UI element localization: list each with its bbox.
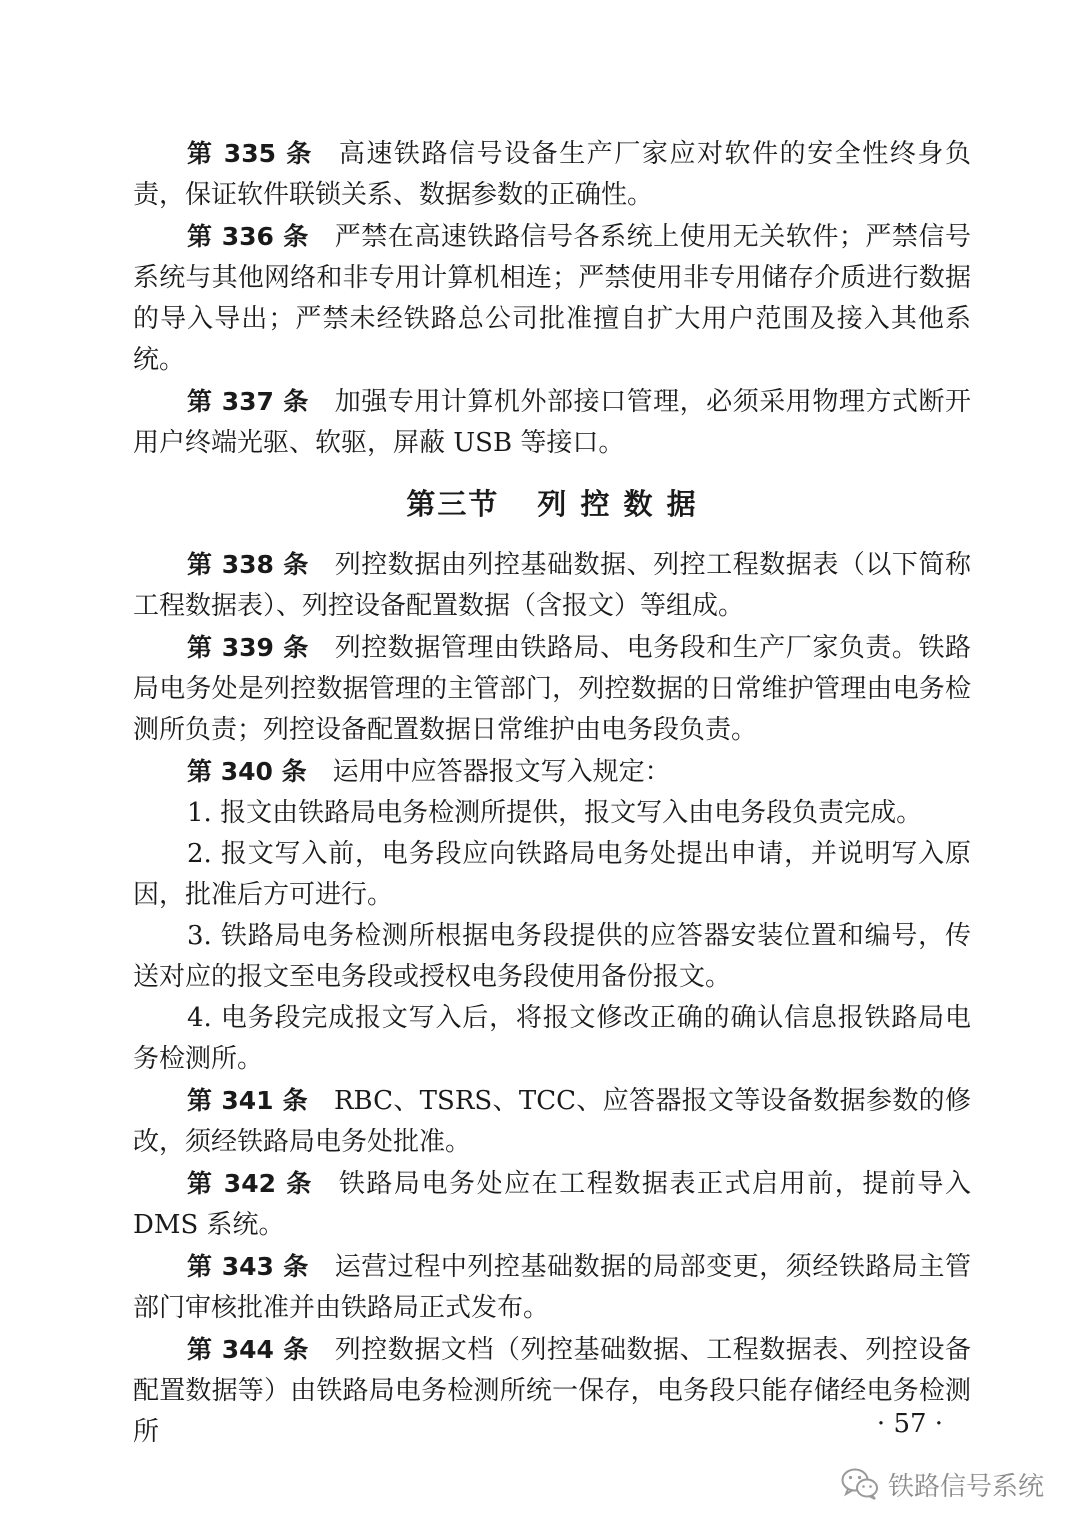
article-336 <box>133 216 971 381</box>
article-343 <box>133 1246 971 1329</box>
article-group-a <box>133 133 971 464</box>
watermark <box>840 1462 1044 1506</box>
article-group-b <box>133 544 971 1080</box>
article-340 <box>133 751 971 793</box>
list-item: 2. 报文写入前，电务段应向铁路局电务处提出申请，并说明写入原因，批准后方可进行。 <box>133 839 971 910</box>
watermark-text: 铁路信号系统 <box>888 1471 1045 1502</box>
wechat-icon <box>840 1466 880 1502</box>
article-text: 高速铁路信号设备生产厂家应对软件的安全性终身负责，保证软件联锁关系、数据参数的正确性。 <box>133 139 971 210</box>
document-page <box>133 133 971 1453</box>
article-number: 第 336 条 <box>187 222 309 251</box>
article-text: 运用中应答器报文写入规定： <box>332 757 671 787</box>
article-text: 铁路局电务处应在工程数据表正式启用前，提前导入 DMS 系统。 <box>133 1169 971 1240</box>
section-number: 第三节 <box>406 487 500 521</box>
article-335 <box>133 133 971 216</box>
article-341 <box>133 1080 971 1163</box>
article-text: 列控数据由列控基础数据、列控工程数据表（以下简称工程数据表）、列控设备配置数据（含报文）等组成。 <box>133 550 971 621</box>
article-number: 第 335 条 <box>187 139 313 168</box>
article-number: 第 342 条 <box>187 1169 313 1198</box>
article-number: 第 341 条 <box>187 1086 308 1115</box>
article-338 <box>133 544 971 627</box>
article-344 <box>133 1329 971 1453</box>
article-number: 第 337 条 <box>187 387 309 416</box>
article-number: 第 340 条 <box>187 757 307 786</box>
list-item: 4. 电务段完成报文写入后，将报文修改正确的确认信息报铁路局电务检测所。 <box>133 1003 971 1074</box>
article-number: 第 343 条 <box>187 1252 309 1281</box>
article-text: 列控数据管理由铁路局、电务段和生产厂家负责。铁路局电务处是列控数据管理的主管部门，列控数据的日常维护管理由电务检测所负责；列控设备配置数据日常维护由电务段负责。 <box>133 633 971 745</box>
article-339 <box>133 627 971 751</box>
article-number: 第 338 条 <box>187 550 309 579</box>
article-text: 严禁在高速铁路信号各系统上使用无关软件；严禁信号系统与其他网络和非专用计算机相连；严禁使用非专用储存介质进行数据的导入导出；严禁未经铁路总公司批准擅自扩大用户范围及接入其他系统。 <box>133 222 971 375</box>
section-title <box>133 484 971 525</box>
article-337 <box>133 381 971 464</box>
page-number: · 57 · <box>876 1409 944 1439</box>
list-item: 1. 报文由铁路局电务检测所提供，报文写入由电务段负责完成。 <box>187 798 923 828</box>
article-text: 加强专用计算机外部接口管理，必须采用物理方式断开用户终端光驱、软驱，屏蔽 USB 等接口。 <box>133 387 971 458</box>
article-number: 第 339 条 <box>187 633 309 662</box>
article-text: 列控数据文档（列控基础数据、工程数据表、列控设备配置数据等）由铁路局电务检测所统一保存，电务段只能存储经电务检测所 <box>133 1335 971 1447</box>
article-342 <box>133 1163 971 1246</box>
article-number: 第 344 条 <box>187 1335 309 1364</box>
article-text: RBC、TSRS、TCC、应答器报文等设备数据参数的修改，须经铁路局电务处批准。 <box>133 1086 972 1157</box>
section-heading: 列 控 数 据 <box>537 487 698 521</box>
article-group-c <box>133 1080 971 1453</box>
article-text: 运营过程中列控基础数据的局部变更，须经铁路局主管部门审核批准并由铁路局正式发布。 <box>133 1252 971 1323</box>
list-item: 3. 铁路局电务检测所根据电务段提供的应答器安装位置和编号，传送对应的报文至电务段或授权电务段使用备份报文。 <box>133 921 971 992</box>
